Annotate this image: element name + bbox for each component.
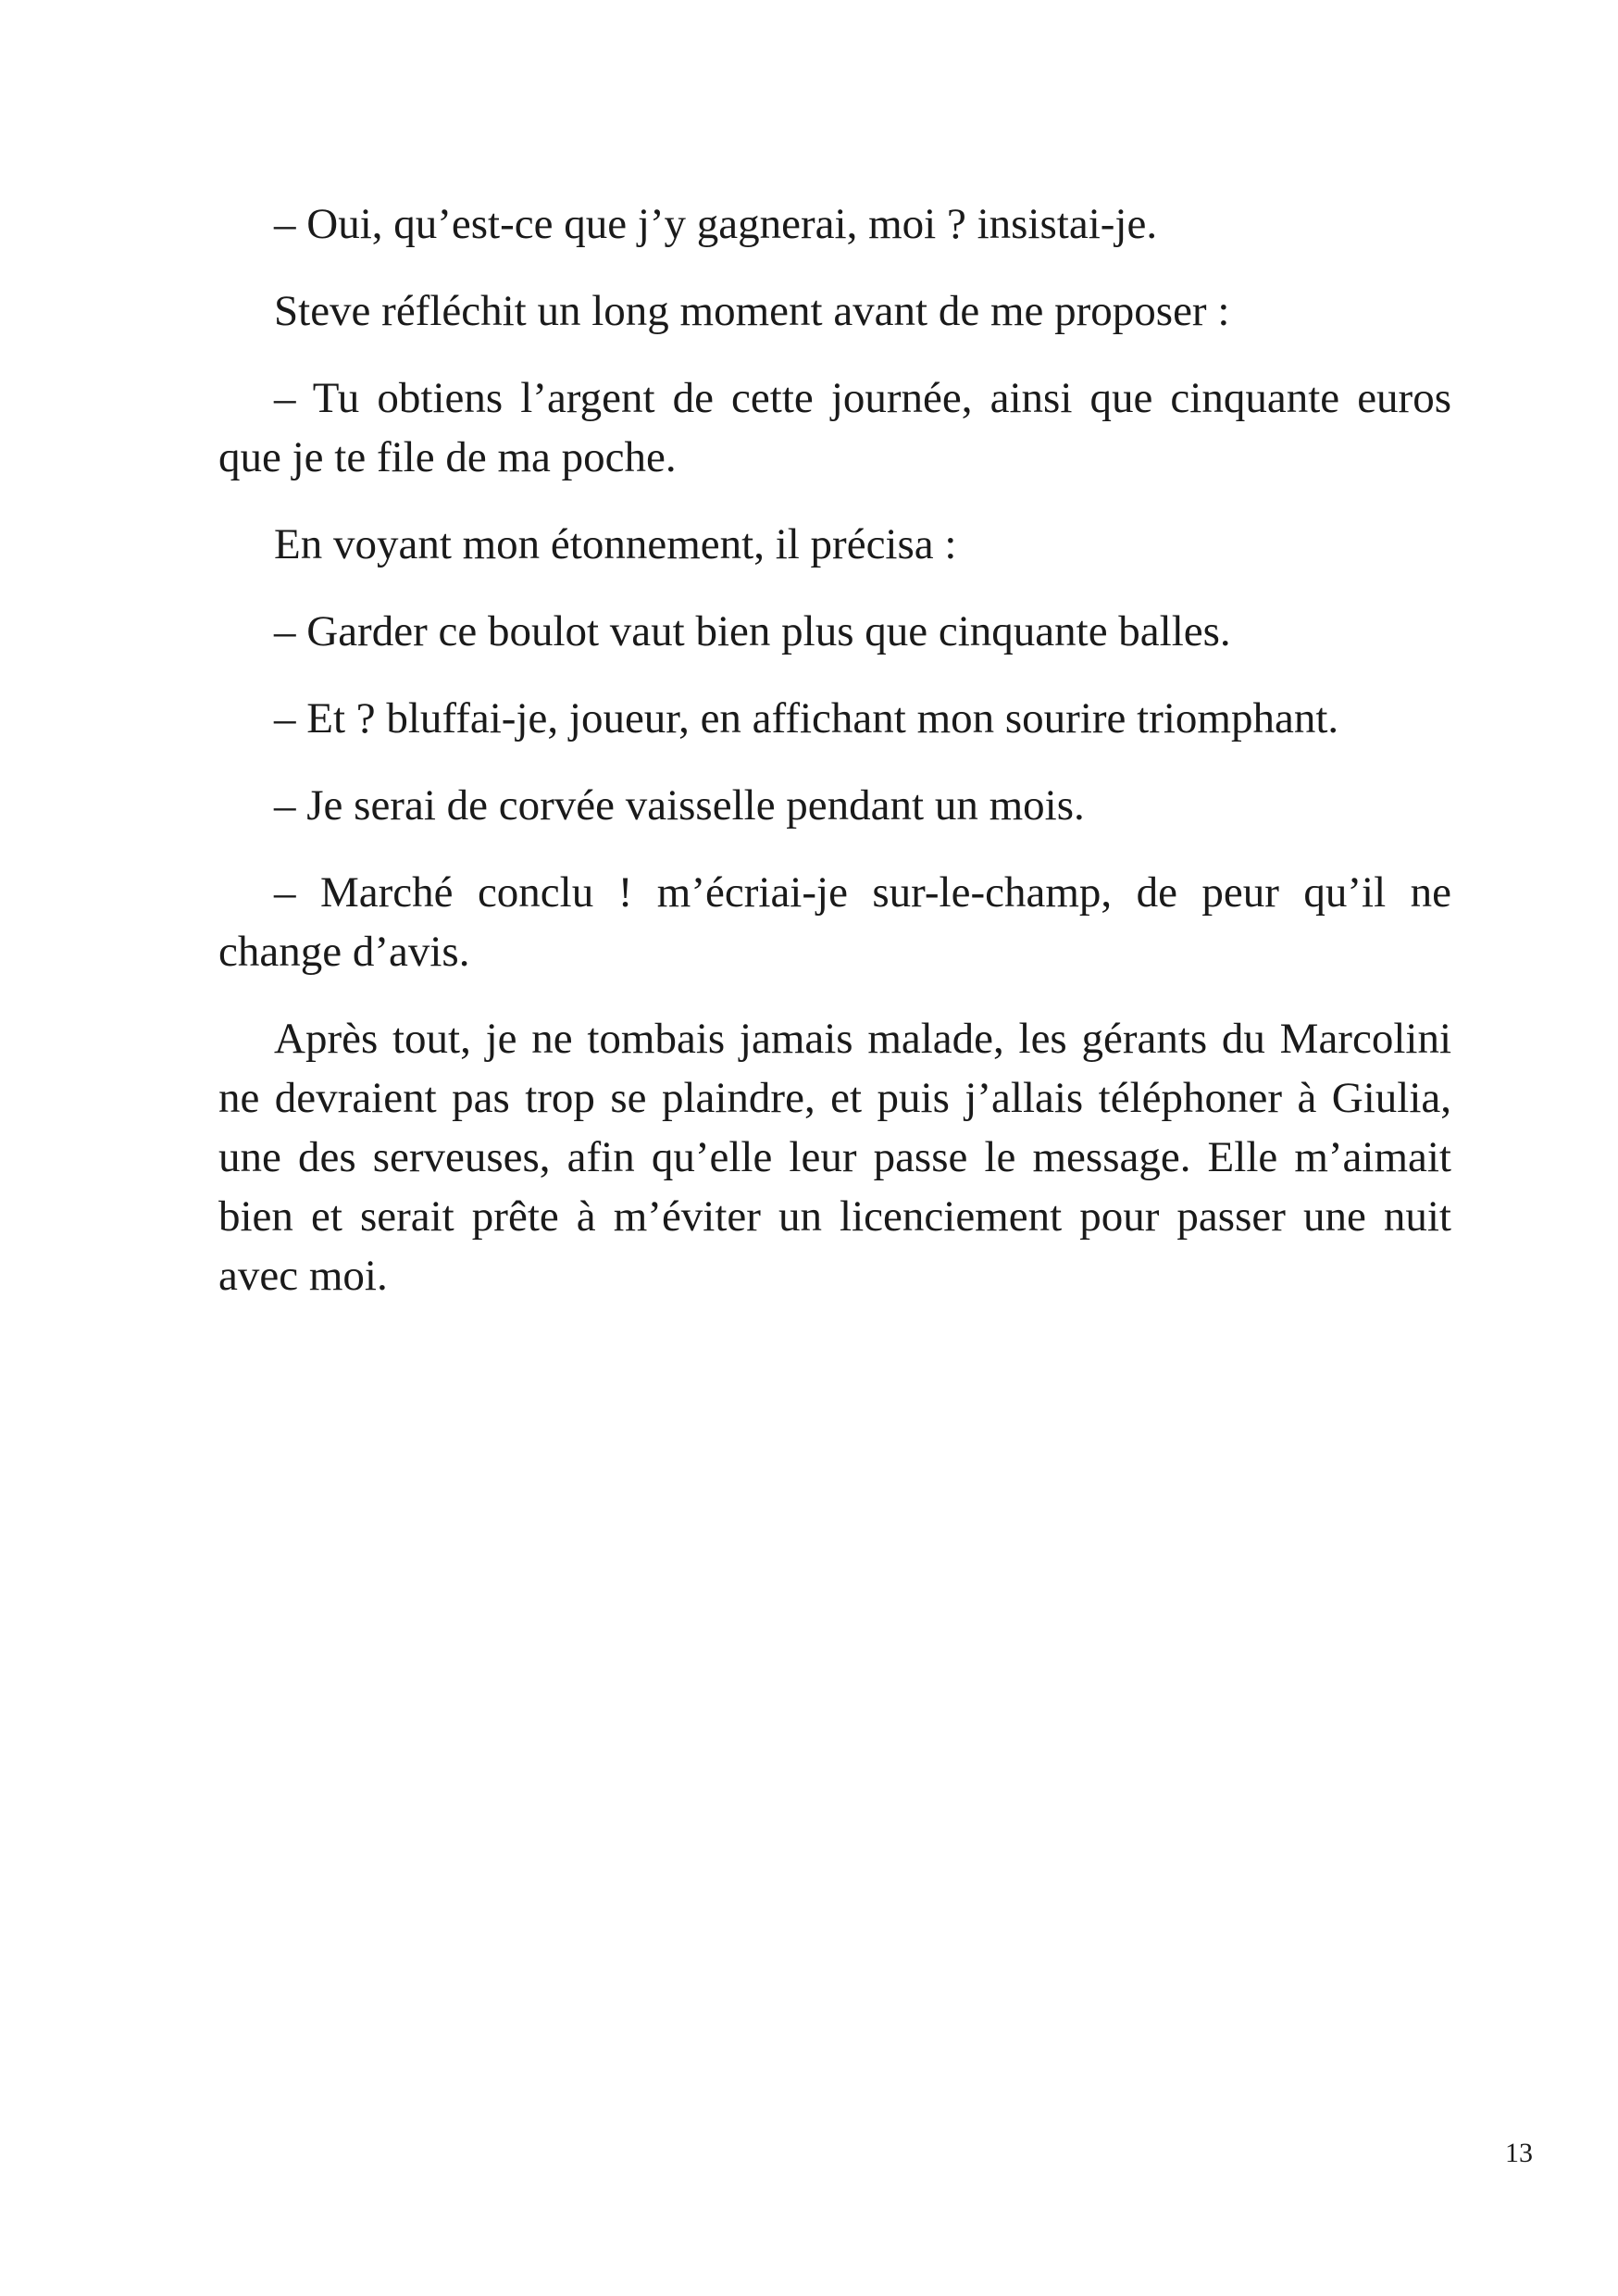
- paragraph: Steve réfléchit un long moment avant de me proposer :: [274, 287, 1230, 335]
- paragraph: – Oui, qu’est-ce que j’y gagnerai, moi ? insistai-je.: [274, 200, 1158, 248]
- paragraph: Après tout, je ne tombais jamais malade, les gérants du Marcolini ne devraient pas trop se plaindre, et puis j’allais téléphoner à Giulia, une des serveuses, afin qu’elle leur passe le message. Elle m’aimait bien et serait prête à m’éviter un licenciement pour passer une nuit avec moi.: [218, 1015, 1451, 1300]
- paragraph: – Tu obtiens l’argent de cette journée, ainsi que cinquante euros que je te file de ma poche.: [218, 374, 1451, 481]
- page-body: [218, 194, 1451, 1305]
- page-number: 13: [1505, 2138, 1533, 2168]
- paragraph: – Je serai de corvée vaisselle pendant un mois.: [274, 781, 1085, 830]
- paragraph: – Et ? bluffai-je, joueur, en affichant mon sourire triomphant.: [274, 694, 1339, 742]
- paragraph: – Marché conclu ! m’écriai-je sur-le-champ, de peur qu’il ne change d’avis.: [218, 868, 1451, 976]
- paragraph: – Garder ce boulot vaut bien plus que cinquante balles.: [274, 607, 1231, 655]
- paragraph: En voyant mon étonnement, il précisa :: [274, 520, 957, 568]
